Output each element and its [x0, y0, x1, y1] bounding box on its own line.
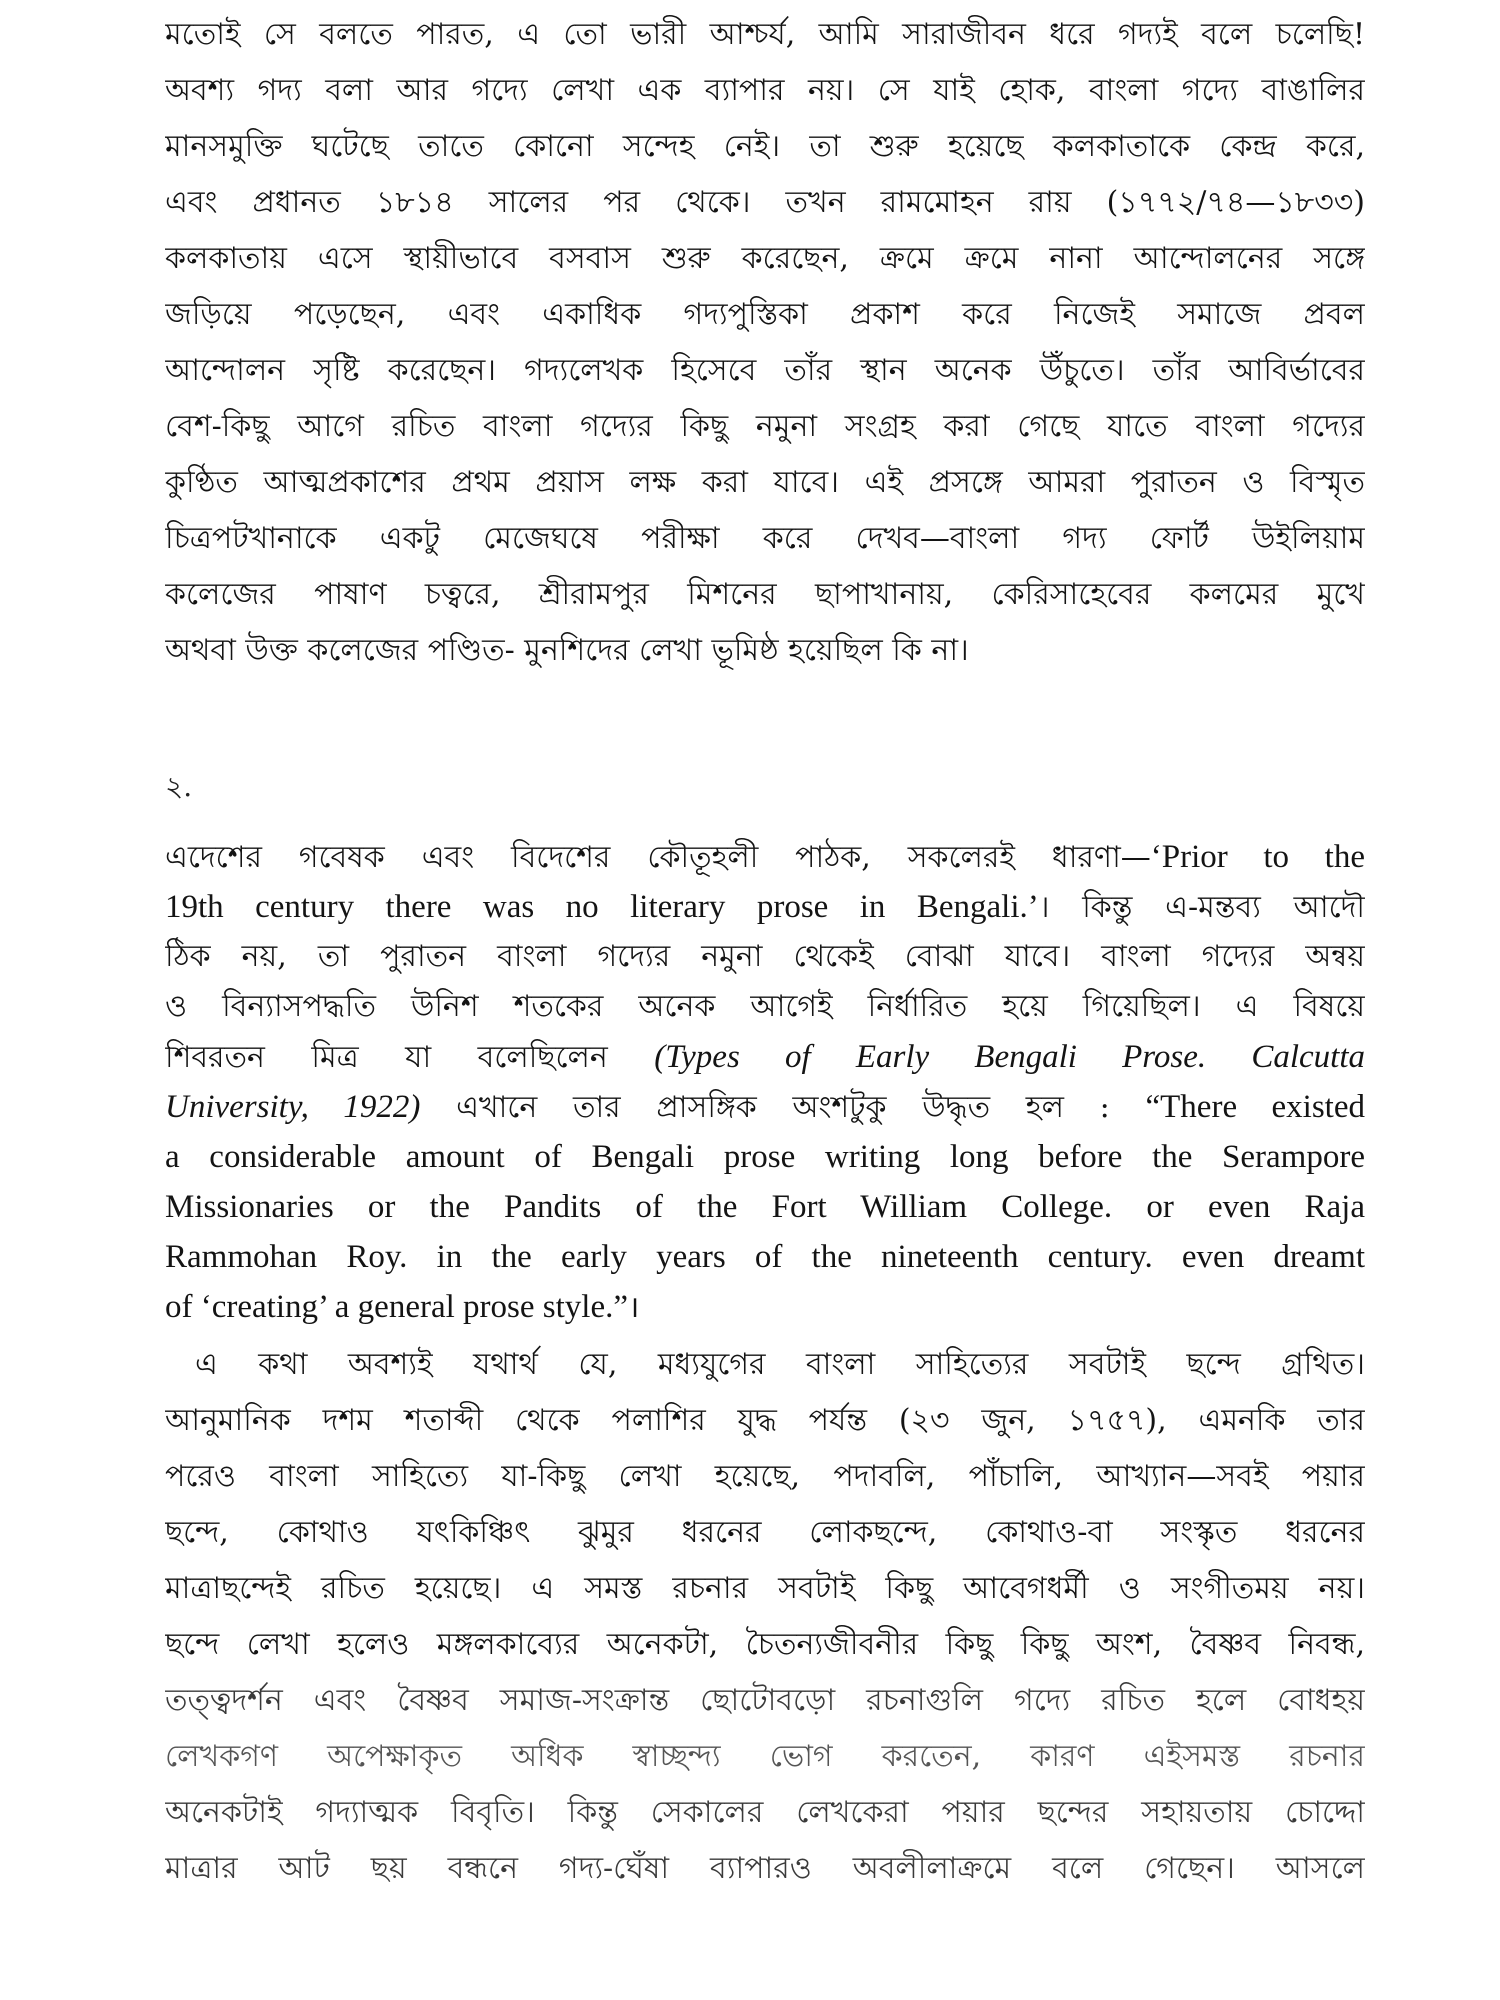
- text-line: জড়িয়ে পড়েছেন, এবং একাধিক গদ্যপুস্তিকা প্রকাশ করে নিজেই সমাজে প্রবল: [165, 297, 1365, 332]
- text-line: ছন্দে, কোথাও যৎকিঞ্চিৎ ঝুমুর ধরনের লোকছন্দে, কোথাও-বা সংস্কৃত ধরনের: [165, 1515, 1365, 1550]
- text-line: অবশ্য গদ্য বলা আর গদ্যে লেখা এক ব্যাপার নয়। সে যাই হোক, বাংলা গদ্যে বাঙালির: [165, 73, 1365, 108]
- text-line: [165, 1282, 1365, 1332]
- text-line: ঠিক নয়, তা পুরাতন বাংলা গদ্যের নমুনা থেকেই বোঝা যাবে। বাংলা গদ্যের অন্বয়: [165, 939, 1365, 974]
- text-line: Missionaries or the Pandits of the Fort William College. or even Raja: [165, 1189, 1365, 1225]
- quote-text: “There existed: [1145, 1089, 1365, 1125]
- text-line: অথবা উক্ত কলেজের পণ্ডিত- মুনশিদের লেখা ভূমিষ্ঠ হয়েছিল কি না।: [165, 633, 969, 668]
- text-line: আনুমানিক দশম শতাব্দী থেকে পলাশির যুদ্ধ পর্যন্ত (২৩ জুন, ১৭৫৭), এমনকি তার: [165, 1403, 1365, 1438]
- text-line: আন্দোলন সৃষ্টি করেছেন। গদ্যলেখক হিসেবে তাঁর স্থান অনেক উঁচুতে। তাঁর আবির্ভাবের: [165, 353, 1365, 388]
- text-line: কলকাতায় এসে স্থায়ীভাবে বসবাস শুরু করেছেন, ক্রমে ক্রমে নানা আন্দোলনের সঙ্গে: [165, 241, 1365, 276]
- text-span: এখানে তার প্রাসঙ্গিক অংশটুকু উদ্ধৃত হল :: [456, 1090, 1110, 1125]
- text-span: ।: [627, 1290, 640, 1325]
- text-line: মাত্রাছন্দেই রচিত হয়েছে। এ সমস্ত রচনার সবটাই কিছু আবেগধর্মী ও সংগীতময় নয়।: [165, 1571, 1365, 1606]
- quote-text: 19th century there was no literary prose in Bengali.’: [165, 889, 1039, 925]
- text-line: মতোই সে বলতে পারত, এ তো ভারী আশ্চর্য, আমি সারাজীবন ধরে গদ্যই বলে চলেছি!: [165, 17, 1365, 52]
- text-line: [165, 1032, 1365, 1082]
- citation-text: University, 1922): [165, 1089, 421, 1125]
- quote-text: ‘Prior to the: [1150, 839, 1365, 875]
- text-line: [165, 832, 1365, 882]
- text-line: এ কথা অবশ্যই যথার্থ যে, মধ্যযুগের বাংলা সাহিত্যের সবটাই ছন্দে গ্রথিত।: [195, 1347, 1365, 1382]
- text-line: চিত্রপটখানাকে একটু মেজেঘষে পরীক্ষা করে দেখব—বাংলা গদ্য ফোর্ট উইলিয়াম: [165, 521, 1365, 556]
- text-span: শিবরতন মিত্র যা বলেছিলেন: [165, 1040, 608, 1075]
- section-number: ২.: [165, 770, 193, 803]
- text-line: কলেজের পাষাণ চত্বরে, শ্রীরামপুর মিশনের ছাপাখানায়, কেরিসাহেবের কলমের মুখে: [165, 577, 1365, 612]
- text-line: মাত্রার আট ছয় বন্ধনে গদ্য-ঘেঁষা ব্যাপারও অবলীলাক্রমে বলে গেছেন। আসলে: [165, 1851, 1365, 1886]
- text-line: a considerable amount of Bengali prose writing long before the Serampore: [165, 1139, 1365, 1175]
- text-line: মানসমুক্তি ঘটেছে তাতে কোনো সন্দেহ নেই। তা শুরু হয়েছে কলকাতাকে কেন্দ্র করে,: [165, 129, 1365, 164]
- quote-text: of ‘creating’ a general prose style.”: [165, 1289, 628, 1325]
- text-line: Rammohan Roy. in the early years of the nineteenth century. even dreamt: [165, 1239, 1365, 1275]
- text-line: লেখকগণ অপেক্ষাকৃত অধিক স্বাচ্ছন্দ্য ভোগ করতেন, কারণ এইসমস্ত রচনার: [165, 1739, 1365, 1774]
- text-span: এদেশের গবেষক এবং বিদেশের কৌতূহলী পাঠক, সকলেরই ধারণা—: [165, 840, 1151, 875]
- text-line: ও বিন্যাসপদ্ধতি উনিশ শতকের অনেক আগেই নির্ধারিত হয়ে গিয়েছিল। এ বিষয়ে: [165, 989, 1365, 1024]
- text-line: বেশ-কিছু আগে রচিত বাংলা গদ্যের কিছু নমুনা সংগ্রহ করা গেছে যাতে বাংলা গদ্যের: [165, 409, 1365, 444]
- text-line: কুণ্ঠিত আত্মপ্রকাশের প্রথম প্রয়াস লক্ষ করা যাবে। এই প্রসঙ্গে আমরা পুরাতন ও বিস্মৃত: [165, 465, 1365, 500]
- citation-text: (Types of Early Bengali Prose. Calcutta: [654, 1039, 1365, 1075]
- text-span: । কিন্তু এ-মন্তব্য আদৌ: [1038, 890, 1365, 925]
- text-line: [165, 882, 1365, 932]
- text-line: তত্ত্বদর্শন এবং বৈষ্ণব সমাজ-সংক্রান্ত ছোটোবড়ো রচনাগুলি গদ্যে রচিত হলে বোধহয়: [165, 1683, 1365, 1718]
- text-line: পরেও বাংলা সাহিত্যে যা-কিছু লেখা হয়েছে, পদাবলি, পাঁচালি, আখ্যান—সবই পয়ার: [165, 1459, 1365, 1494]
- text-line: ছন্দে লেখা হলেও মঙ্গলকাব্যের অনেকটা, চৈতন্যজীবনীর কিছু কিছু অংশ, বৈষ্ণব নিবন্ধ,: [165, 1627, 1365, 1662]
- text-line: এবং প্রধানত ১৮১৪ সালের পর থেকে। তখন রামমোহন রায় (১৭৭২/৭৪—১৮৩৩): [165, 185, 1365, 220]
- text-line: [165, 1082, 1365, 1132]
- text-line: অনেকটাই গদ্যাত্মক বিবৃতি। কিন্তু সেকালের লেখকেরা পয়ার ছন্দের সহায়তায় চোদ্দো: [165, 1795, 1365, 1830]
